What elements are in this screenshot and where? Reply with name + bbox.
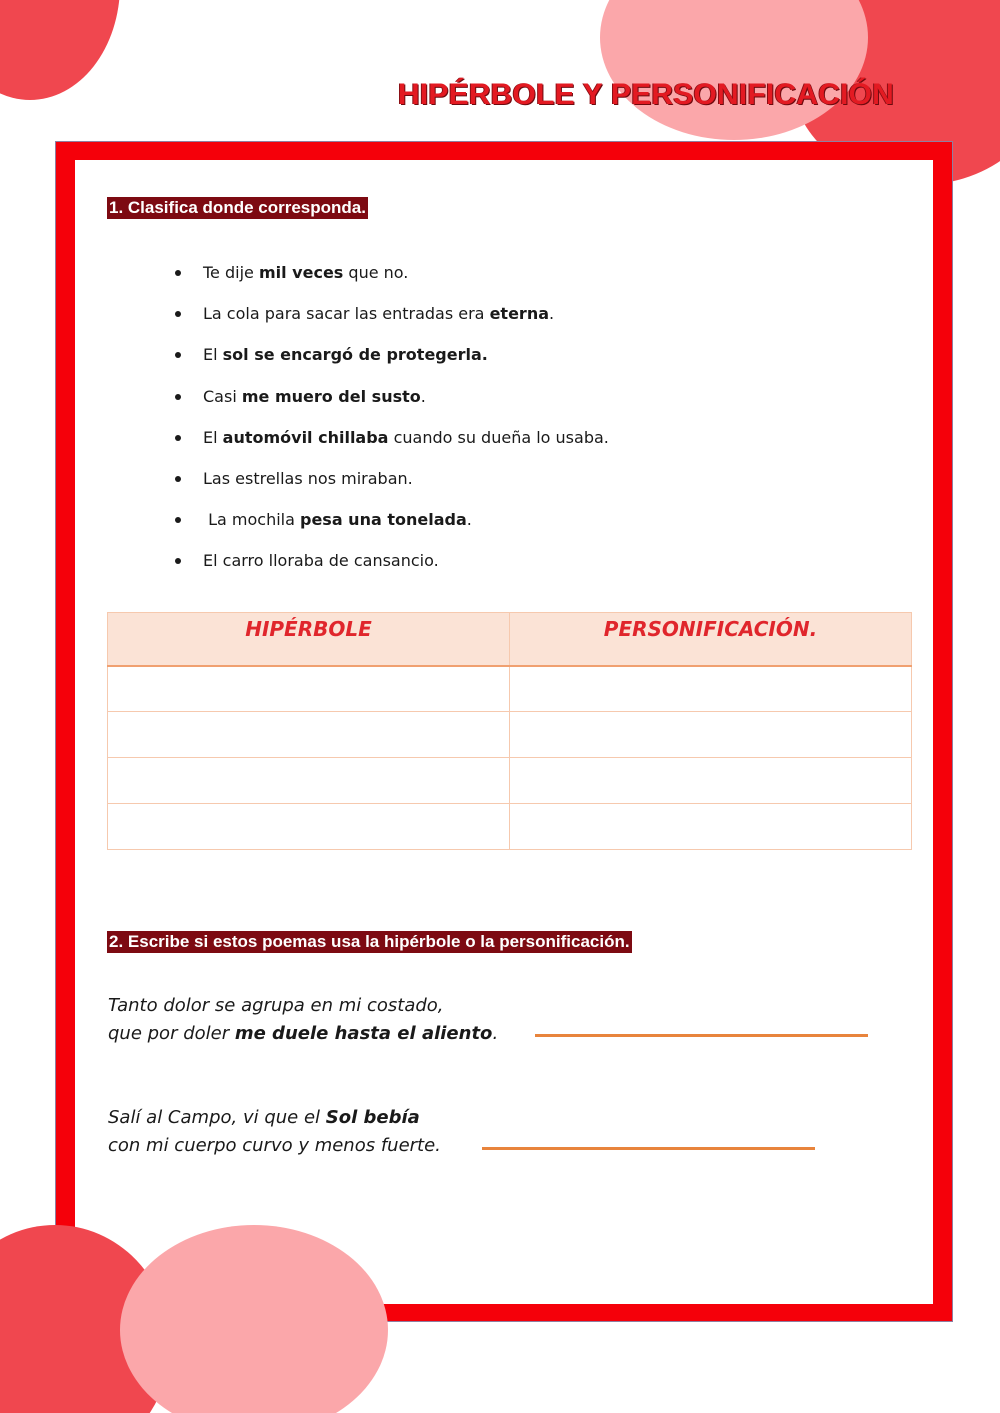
poem-2-line-2: con mi cuerpo curvo y menos fuerte. <box>108 1135 441 1156</box>
answer-cell-hiperbole[interactable] <box>108 712 510 758</box>
sentence-item: La mochila pesa una tonelada. <box>170 505 870 546</box>
poem-2 <box>108 1104 441 1160</box>
bullet-icon <box>175 394 181 400</box>
poem-1 <box>108 992 498 1048</box>
table-row <box>108 666 912 712</box>
table-row <box>108 712 912 758</box>
poem-2-line-1: Salí al Campo, vi que el Sol bebía <box>108 1107 420 1128</box>
bullet-icon <box>175 352 181 358</box>
section-2-heading: 2. Escribe si estos poemas usa la hipérbole o la personificación. <box>109 932 630 951</box>
poem-1-line-2: que por doler me duele hasta el aliento. <box>108 1023 499 1044</box>
answer-cell-personificacion[interactable] <box>510 758 912 804</box>
bullet-icon <box>175 435 181 441</box>
page-title: HIPÉRBOLE Y PERSONIFICACIÓN <box>398 78 895 111</box>
sentence-item: Te dije mil veces que no. <box>170 258 870 299</box>
answer-cell-personificacion[interactable] <box>510 804 912 850</box>
section-1-heading: 1. Clasifica donde corresponda. <box>109 198 366 217</box>
bullet-icon <box>175 476 181 482</box>
table-row <box>108 758 912 804</box>
column-header-hiperbole: HIPÉRBOLE <box>108 613 510 666</box>
answer-cell-personificacion[interactable] <box>510 712 912 758</box>
answer-cell-hiperbole[interactable] <box>108 758 510 804</box>
answer-cell-hiperbole[interactable] <box>108 804 510 850</box>
sentence-item: Casi me muero del susto. <box>170 382 870 423</box>
sentence-item: El automóvil chillaba cuando su dueña lo usaba. <box>170 423 870 464</box>
sentence-item: La cola para sacar las entradas era eterna. <box>170 299 870 340</box>
bullet-icon <box>175 517 181 523</box>
column-header-personificacion: PERSONIFICACIÓN. <box>510 613 912 666</box>
answer-cell-personificacion[interactable] <box>510 666 912 712</box>
sentence-item: Las estrellas nos miraban. <box>170 464 870 505</box>
sentence-item: El carro lloraba de cansancio. <box>170 546 870 587</box>
poem-1-line-1: Tanto dolor se agrupa en mi costado, <box>108 995 444 1016</box>
bullet-icon <box>175 311 181 317</box>
answer-line-poem-2[interactable] <box>482 1147 815 1150</box>
table-row <box>108 804 912 850</box>
classification-table <box>107 612 912 850</box>
table-header-row <box>108 613 912 666</box>
answer-cell-hiperbole[interactable] <box>108 666 510 712</box>
sentence-item: El sol se encargó de protegerla. <box>170 340 870 381</box>
bullet-icon <box>175 558 181 564</box>
answer-line-poem-1[interactable] <box>535 1034 868 1037</box>
decorative-circle-top-left <box>0 0 120 100</box>
bullet-icon <box>175 270 181 276</box>
sentence-list <box>170 258 870 588</box>
